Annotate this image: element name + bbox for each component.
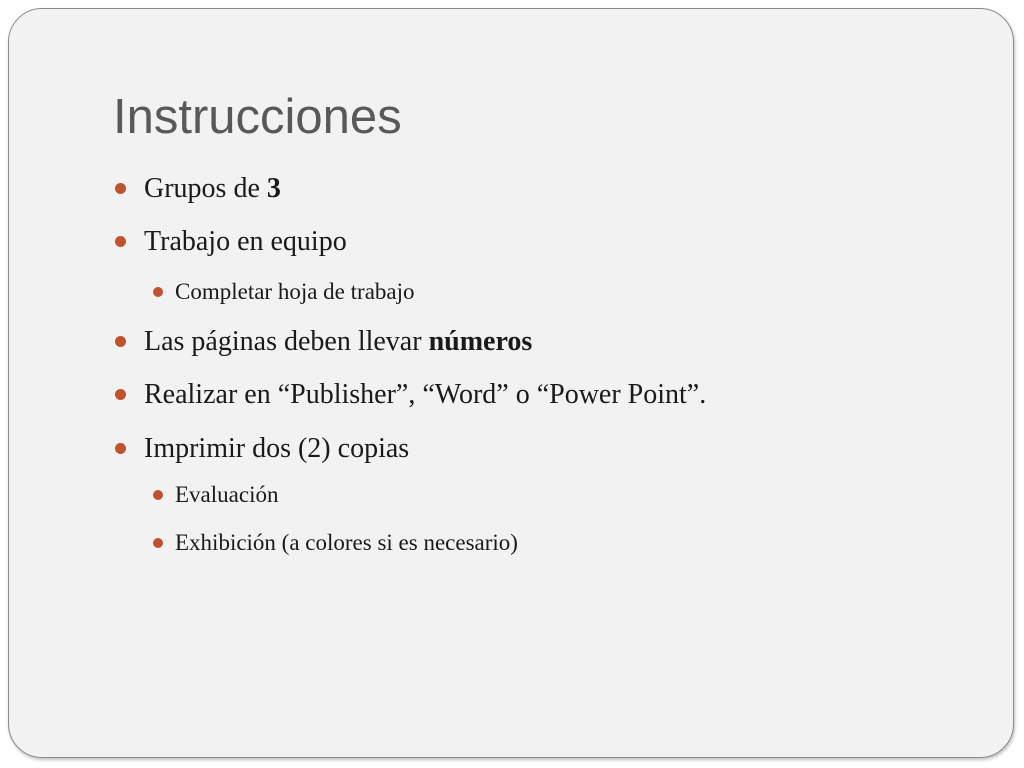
subbullet-completar-hoja — [175, 277, 415, 307]
bullet-text: Las páginas deben llevar — [144, 326, 429, 357]
bullet-text: Completar hoja de trabajo — [175, 279, 415, 304]
bullet-bold-text: 3 — [266, 173, 281, 204]
bullet-grupos — [144, 171, 281, 207]
bullet-dot-icon — [115, 183, 126, 194]
bullet-dot-icon — [153, 538, 163, 548]
bullet-text: Exhibición (a colores si es necesario) — [175, 530, 518, 555]
slide-title: Instrucciones — [113, 90, 402, 144]
bullet-text: Grupos de — [144, 173, 267, 204]
bullet-dot-icon — [153, 490, 163, 500]
bullet-paginas-numeros — [144, 324, 532, 360]
bullet-bold-text: números — [428, 326, 533, 357]
bullet-trabajo-equipo — [144, 224, 347, 260]
bullet-dot-icon — [115, 443, 126, 454]
bullet-dot-icon — [115, 389, 126, 400]
bullet-text: Imprimir dos (2) copias — [144, 433, 410, 464]
bullet-dot-icon — [153, 287, 163, 297]
bullet-dot-icon — [115, 336, 126, 347]
subbullet-exhibicion — [175, 528, 518, 558]
bullet-text: Realizar en “Publisher”, “Word” o “Power Point”. — [144, 379, 707, 410]
bullet-realizar-en — [144, 377, 706, 413]
subbullet-evaluacion — [175, 480, 278, 510]
bullet-dot-icon — [115, 236, 126, 247]
bullet-text: Evaluación — [175, 482, 279, 507]
bullet-imprimir-copias — [144, 431, 409, 467]
bullet-text: Trabajo en equipo — [144, 226, 347, 257]
